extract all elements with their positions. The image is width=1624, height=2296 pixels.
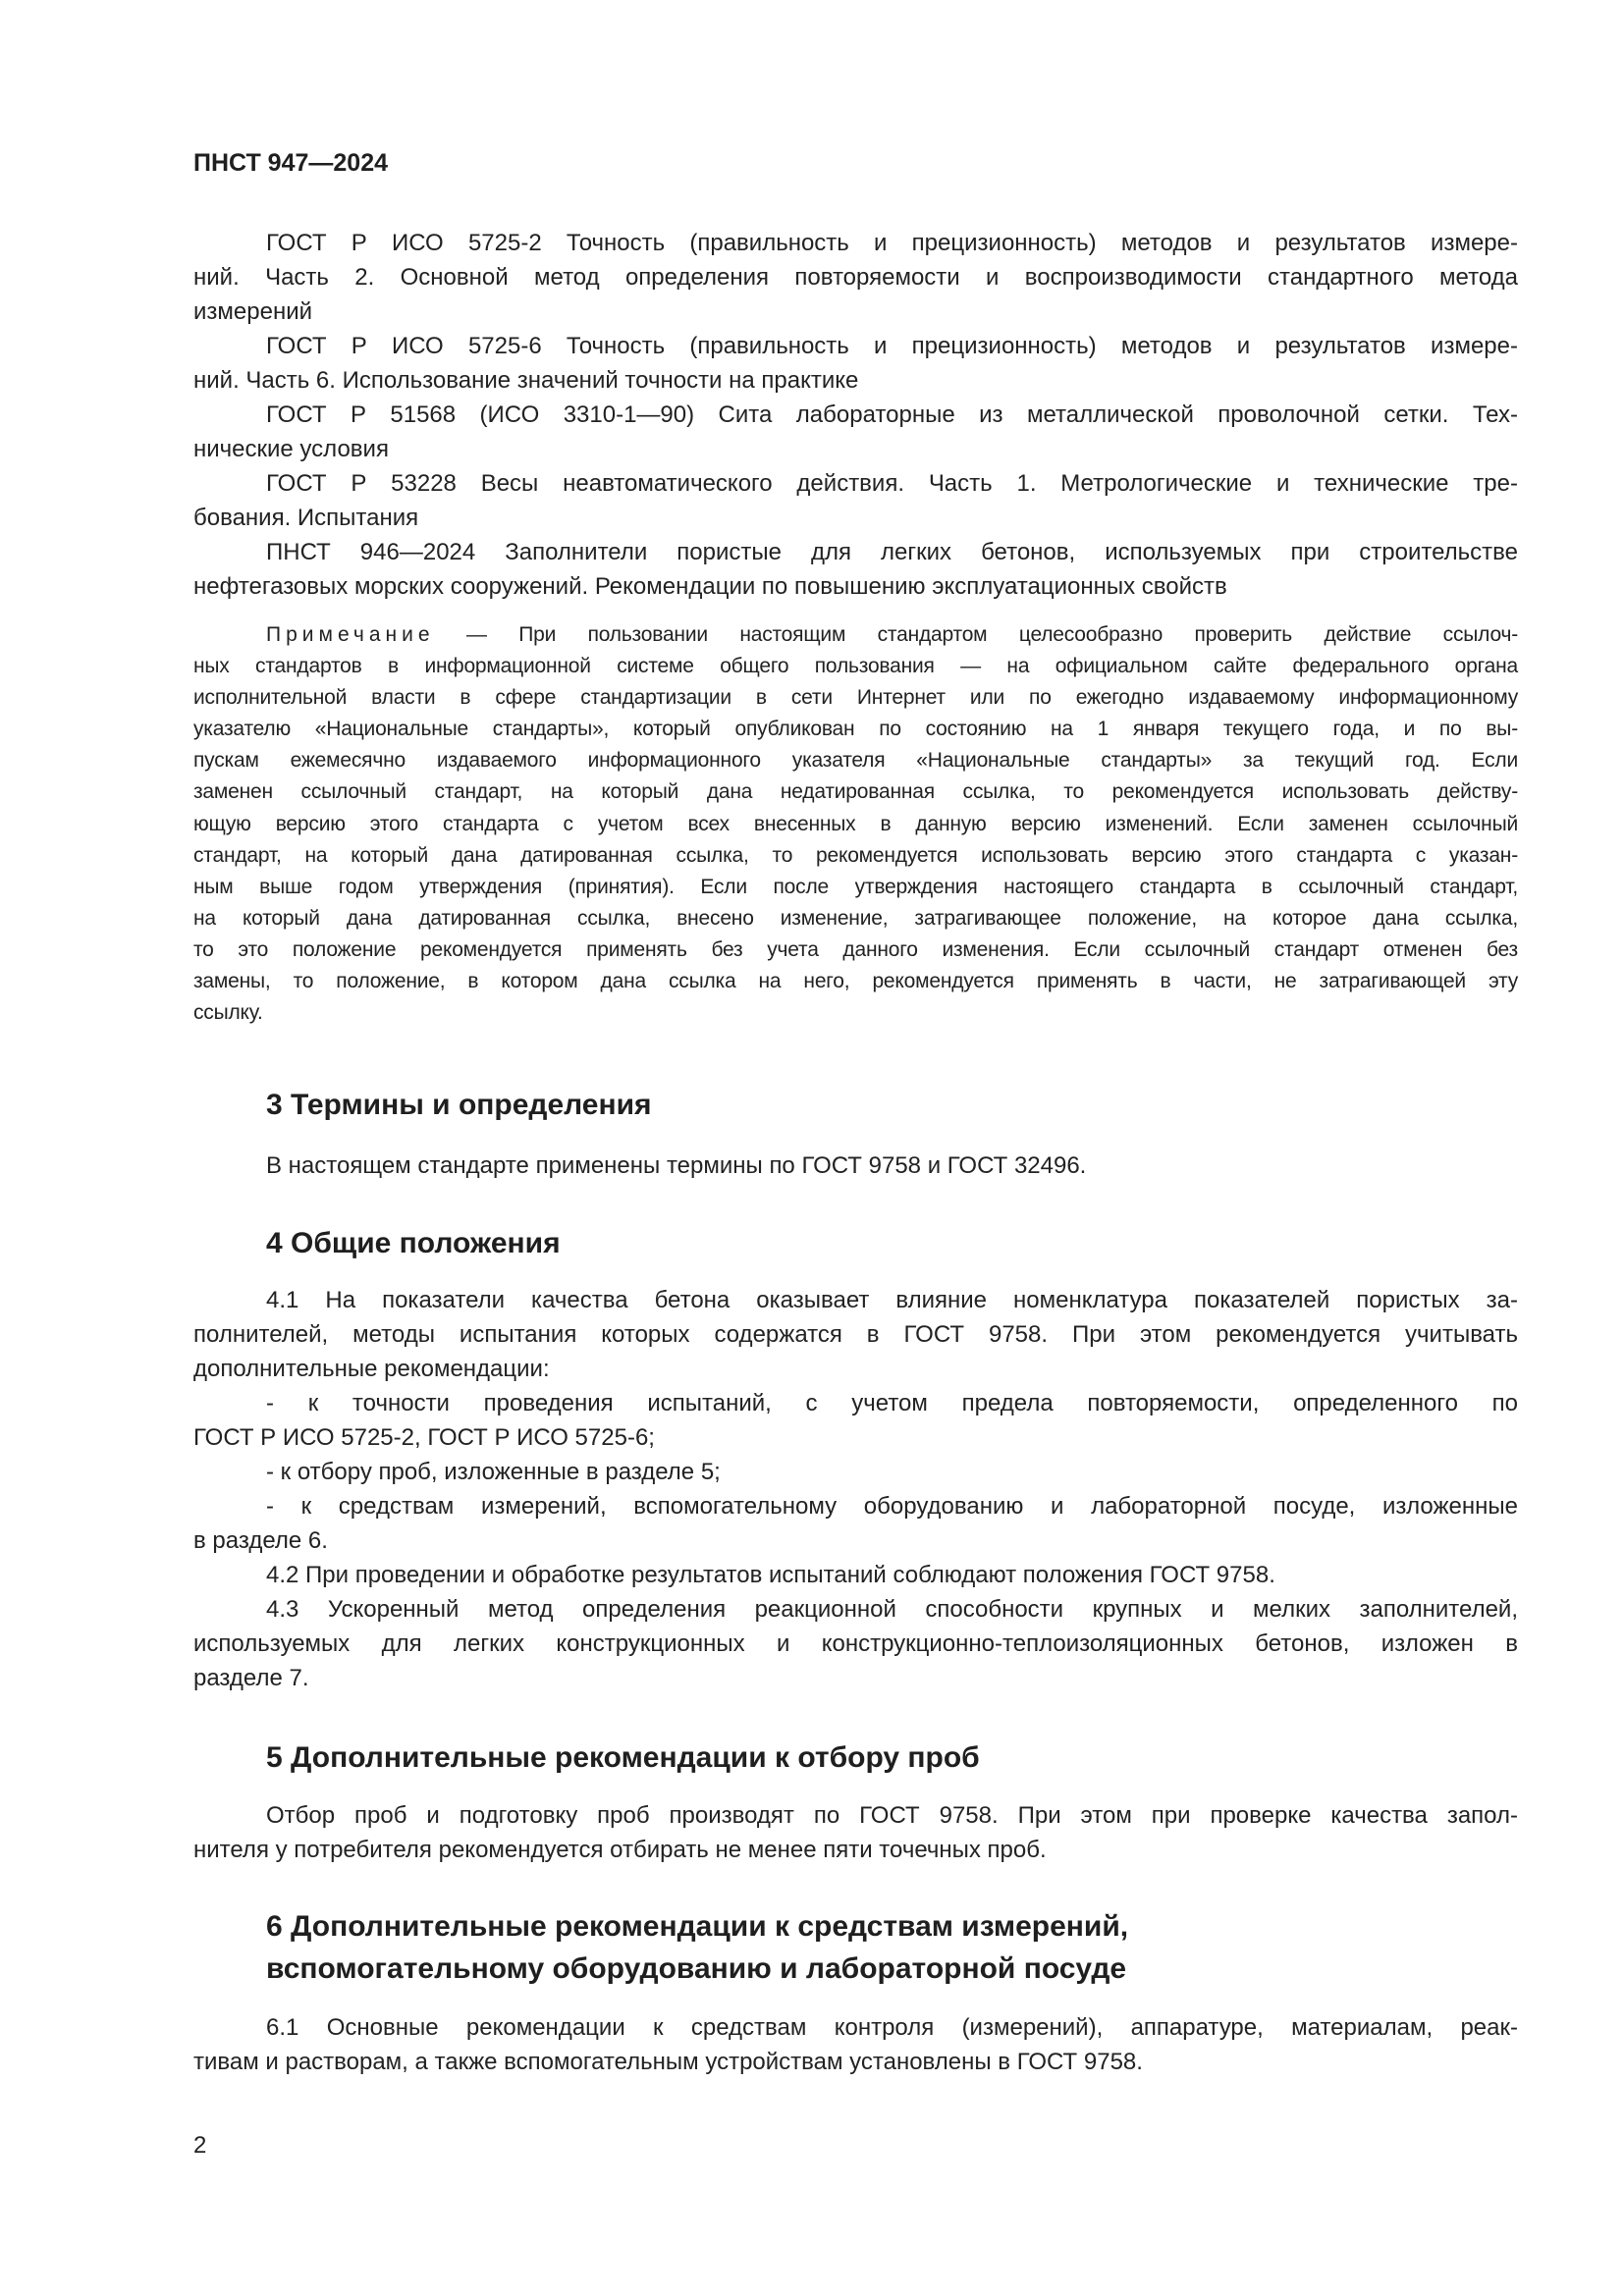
text-line: ных стандартов в информационной системе общего пользования — на официальном сайте федерального органа [193,655,1518,678]
heading-line: 4 Общие положения [266,1227,561,1259]
paragraph [193,1148,1518,1183]
text-line: 4.3 Ускоренный метод определения реакционной способности крупных и мелких заполнителей, [266,1596,1518,1623]
text-line: разделе 7. [193,1665,309,1691]
paragraph [193,1455,1518,1489]
text-block [193,1283,1518,1695]
paragraph [193,226,1518,329]
heading-line: 3 Термины и определения [266,1089,652,1121]
note-text: — При пользовании настоящим стандартом целесообразно проверить действие ссылоч- [466,623,1518,646]
text-line: полнителей, методы испытания которых содержатся в ГОСТ 9758. При этом рекомендуется учитывать [193,1321,1518,1348]
text-line: ГОСТ Р 51568 (ИСО 3310-1—90) Сита лабораторные из металлической проволочной сетки. Тех- [266,401,1518,428]
text-line: тивам и растворам, а также вспомогательным устройствам установлены в ГОСТ 9758. [193,2049,1143,2075]
text-line: В настоящем стандарте применены термины по ГОСТ 9758 и ГОСТ 32496. [266,1152,1087,1179]
paragraph [193,398,1518,466]
text-line: - к средствам измерений, вспомогательному оборудованию и лабораторной посуде, изложенные [266,1493,1518,1520]
text-line: используемых для легких конструкционных и конструкционно-теплоизоляционных бетонов, изложен в [193,1630,1518,1657]
text-line: на который дана датированная ссылка, внесено изменение, затрагивающее положение, на которое дана ссылка, [193,906,1518,930]
text-block [193,226,1518,604]
text-line: то это положение рекомендуется применять без учета данного изменения. Если ссылочный стандарт отменен без [193,937,1518,961]
text-line: ГОСТ Р ИСО 5725-2, ГОСТ Р ИСО 5725-6; [193,1424,655,1451]
text-line: нефтегазовых морских сооружений. Рекомендации по повышению эксплуатационных свойств [193,573,1227,600]
paragraph [193,535,1518,604]
text-line: 6.1 Основные рекомендации к средствам контроля (измерений), аппаратуре, материалам, реак- [266,2014,1518,2041]
paragraph [193,2010,1518,2079]
note-label: Примечание [266,623,435,646]
section-heading [266,1905,1128,1990]
page-number: 2 [193,2132,207,2159]
text-block [193,2010,1518,2079]
heading-line: 5 Дополнительные рекомендации к отбору проб [266,1741,980,1774]
text-line [193,619,1518,651]
text-line: измерений [193,298,313,325]
section-heading [266,1222,561,1264]
text-line: ний. Часть 2. Основной метод определения повторяемости и воспроизводимости стандартного метода [193,264,1518,291]
text-line: - к отбору проб, изложенные в разделе 5; [266,1459,721,1485]
text-line: нические условия [193,436,389,462]
text-line: нителя у потребителя рекомендуется отбирать не менее пяти точечных проб. [193,1837,1047,1863]
text-line: - к точности проведения испытаний, с учетом предела повторяемости, определенного по [266,1390,1518,1416]
heading-line: 6 Дополнительные рекомендации к средствам измерений, [266,1910,1129,1943]
paragraph [193,1489,1518,1558]
text-line: ГОСТ Р 53228 Весы неавтоматического действия. Часть 1. Метрологические и технические тре- [266,470,1518,497]
text-line: пускам ежемесячно издаваемого информационного указателя «Национальные стандарты» за текущий год. Если [193,749,1518,773]
paragraph [193,329,1518,398]
text-line: Отбор проб и подготовку проб производят по ГОСТ 9758. При этом при проверке качества запол- [266,1802,1518,1829]
text-line: ГОСТ Р ИСО 5725-6 Точность (правильность и прецизионность) методов и результатов измере- [266,333,1518,359]
text-line: ным выше годом утверждения (принятия). Если после утверждения настоящего стандарта в ссылочный стандарт, [193,875,1518,898]
text-block [193,1148,1518,1183]
text-line: указателю «Национальные стандарты», который опубликован по состоянию на 1 января текущего года, и по вы- [193,718,1518,741]
text-line: в разделе 6. [193,1527,328,1554]
section-heading [266,1736,980,1779]
heading-line: вспомогательному оборудованию и лабораторной посуде [266,1952,1127,1985]
text-line: заменен ссылочный стандарт, на который дана недатированная ссылка, то рекомендуется использовать действу- [193,780,1518,804]
text-line: ющую версию этого стандарта с учетом всех внесенных в данную версию изменений. Если заменен ссылочный [193,812,1518,835]
paragraph [193,466,1518,535]
paragraph [193,1386,1518,1455]
text-line: 4.1 На показатели качества бетона оказывает влияние номенклатура показателей пористых за- [266,1287,1518,1313]
paragraph [193,1798,1518,1867]
text-line: дополнительные рекомендации: [193,1356,550,1382]
text-line: ний. Часть 6. Использование значений точности на практике [193,367,859,394]
paragraph [193,1283,1518,1386]
text-line: ГОСТ Р ИСО 5725-2 Точность (правильность и прецизионность) методов и результатов измере- [266,230,1518,256]
text-line: замены, то положение, в котором дана ссылка на него, рекомендуется применять в части, не затрагивающей эту [193,970,1518,993]
text-line: ссылку. [193,1001,263,1025]
paragraph [193,1592,1518,1695]
text-line: бования. Испытания [193,505,419,531]
text-block [193,1798,1518,1867]
note-block [193,619,1518,1029]
paragraph [193,1558,1518,1592]
text-line: 4.2 При проведении и обработке результатов испытаний соблюдают положения ГОСТ 9758. [266,1562,1275,1588]
text-line: исполнительной власти в сфере стандартизации в сети Интернет или по ежегодно издаваемому информационному [193,686,1518,710]
document-header: ПНСТ 947—2024 [193,149,388,177]
paragraph [193,619,1518,1029]
section-heading [266,1084,652,1126]
text-line: ПНСТ 946—2024 Заполнители пористые для легких бетонов, используемых при строительстве [266,539,1518,565]
text-line: стандарт, на который дана датированная ссылка, то рекомендуется использовать версию этого стандарта с указан- [193,843,1518,867]
